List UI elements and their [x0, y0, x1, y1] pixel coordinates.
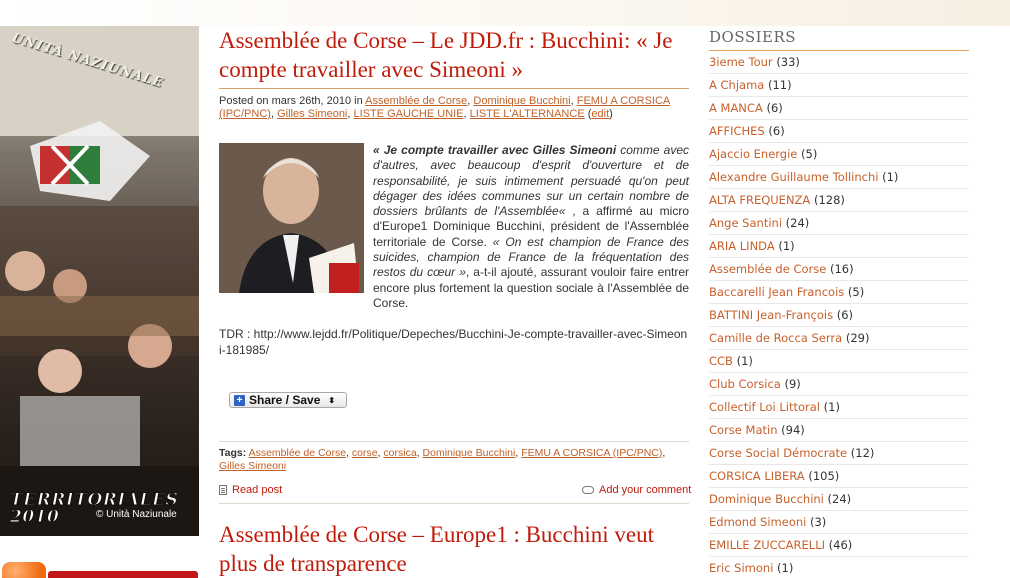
sidebar-item-link[interactable]: 3ieme Tour: [709, 55, 773, 69]
sidebar-item-link[interactable]: CCB: [709, 354, 733, 368]
post-meta: Posted on mars 26th, 2010 in Assemblée de Corse, Dominique Bucchini, FEMU A CORSICA (IPC/PNC), Gilles Simeoni, LISTE GAUCHE UNIE, LISTE L'ALTERNANCE (edit): [219, 95, 671, 120]
quote-highlight: « Je compte travailler avec Gilles Simeoni: [373, 143, 617, 157]
sidebar-item-link[interactable]: EMILLE ZUCCARELLI: [709, 538, 825, 552]
sidebar-item-link[interactable]: AFFICHES: [709, 124, 765, 138]
sidebar-item-link[interactable]: ARIA LINDA: [709, 239, 775, 253]
sidebar-item: [709, 419, 969, 442]
sidebar-item-count: (9): [784, 377, 801, 391]
sidebar-item: [709, 350, 969, 373]
sidebar-item-link[interactable]: Club Corsica: [709, 377, 781, 391]
category-link[interactable]: Assemblée de Corse: [365, 95, 468, 107]
tag-link[interactable]: Dominique Bucchini: [422, 447, 516, 459]
dossiers-list: [709, 51, 969, 578]
tag-link[interactable]: corse: [351, 447, 378, 459]
post-title-2[interactable]: Assemblée de Corse – Europe1 : Bucchini veut plus de transparence: [219, 522, 654, 576]
sidebar-item: [709, 465, 969, 488]
sidebar-item-count: (6): [768, 124, 785, 138]
sidebar-item-count: (94): [781, 423, 805, 437]
post-date: Posted on mars 26th, 2010 in: [219, 95, 366, 107]
sidebar-item-count: (46): [828, 538, 853, 552]
sidebar-item-count: (5): [801, 147, 818, 161]
sidebar-item-link[interactable]: Baccarelli Jean Francois: [709, 285, 845, 299]
tag-link[interactable]: Gilles Simeoni: [219, 460, 287, 472]
sidebar-item-count: (6): [766, 101, 783, 115]
share-save-button[interactable]: [229, 392, 347, 408]
sidebar-item: [709, 258, 969, 281]
rss-icon[interactable]: [2, 562, 46, 578]
sidebar-item-count: (24): [785, 216, 810, 230]
comment-bubble-icon: [582, 486, 594, 494]
sidebar-item: [709, 212, 969, 235]
sidebar-item: [709, 51, 969, 74]
sidebar-item-count: (128): [813, 193, 845, 207]
sidebar-item-count: (1): [736, 354, 753, 368]
tags-label: Tags:: [219, 447, 247, 459]
category-link[interactable]: FEMU A CORSICA (IPC/PNC): [219, 95, 671, 120]
post-title[interactable]: [219, 26, 689, 84]
sidebar-item: [709, 511, 969, 534]
tag-link[interactable]: corsica: [383, 447, 417, 459]
sidebar-item-count: (29): [845, 331, 870, 345]
tag-link[interactable]: FEMU A CORSICA (IPC/PNC): [521, 447, 663, 459]
post-title-link[interactable]: Assemblée de Corse – Le JDD.fr : Bucchini: « Je compte travailler avec Simeoni »: [219, 28, 673, 82]
updown-arrow-icon: ⬍: [328, 395, 336, 405]
tag-link[interactable]: Assemblée de Corse: [248, 447, 347, 459]
sidebar-item-count: (1): [778, 239, 795, 253]
sidebar-item-link[interactable]: Eric Simoni: [709, 561, 774, 575]
sidebar-item-link[interactable]: CORSICA LIBERA: [709, 469, 805, 483]
document-icon: [219, 485, 227, 495]
sidebar-item: [709, 396, 969, 419]
banner-brand: UNITÀ NAZIUNALE: [9, 30, 166, 92]
sidebar-item-link[interactable]: Edmond Simeoni: [709, 515, 807, 529]
sidebar: [709, 26, 969, 578]
quote-2: « On est champion de France des suicides, champion de France de la fréquentation des restos du cœur »: [373, 234, 689, 280]
sidebar-item-count: (24): [827, 492, 852, 506]
sidebar-item-link[interactable]: A Chjama: [709, 78, 765, 92]
territoriales-banner-image[interactable]: [0, 26, 199, 536]
sidebar-item-link[interactable]: Collectif Loi Littoral: [709, 400, 820, 414]
sidebar-item-count: (5): [847, 285, 865, 299]
divider: [219, 441, 689, 442]
article-text-2: , a affirmé au micro d'Europe1 Dominique Bucchini, président de l'Assemblée territoriale de Corse.: [373, 204, 689, 249]
banner-title-line2: 2010: [10, 507, 60, 527]
sidebar-item-count: (11): [768, 78, 792, 92]
category-link[interactable]: Gilles Simeoni: [277, 108, 348, 120]
sidebar-item-link[interactable]: Assemblée de Corse: [709, 262, 827, 276]
sidebar-item-link[interactable]: Camille de Rocca Serra: [709, 331, 843, 345]
sidebar-item: [709, 488, 969, 511]
sidebar-item-count: (3): [810, 515, 827, 529]
banner-credit: © Unità Naziunale: [96, 509, 177, 520]
sidebar-item-count: (6): [836, 308, 854, 322]
sidebar-item-link[interactable]: Corse Matin: [709, 423, 778, 437]
share-label: Share / Save: [249, 393, 321, 407]
sidebar-item-link[interactable]: A MANCA: [709, 101, 763, 115]
sidebar-item: [709, 534, 969, 557]
sidebar-item: [709, 442, 969, 465]
sidebar-item: [709, 120, 969, 143]
title-divider: [219, 88, 689, 89]
read-post-link[interactable]: [219, 484, 282, 496]
sidebar-item-link[interactable]: Corse Social Démocrate: [709, 446, 848, 460]
sidebar-item: [709, 557, 969, 578]
sidebar-item-count: (1): [823, 400, 840, 414]
sidebar-item: [709, 166, 969, 189]
sidebar-item-count: (33): [776, 55, 800, 69]
add-comment-label: Add your comment: [599, 484, 692, 496]
sidebar-item-link[interactable]: Alexandre Guillaume Tollinchi: [709, 170, 879, 184]
edit-link[interactable]: edit: [591, 108, 610, 120]
sidebar-item-count: (105): [808, 469, 840, 483]
post-body: [219, 143, 689, 358]
sidebar-item: [709, 304, 969, 327]
source-url[interactable]: TDR : http://www.lejdd.fr/Politique/Depeches/Bucchini-Je-compte-travailler-avec-Simeoni-181985/: [219, 327, 688, 357]
sidebar-item-link[interactable]: ALTA FREQUENZA: [709, 193, 811, 207]
sidebar-item-count: (16): [829, 262, 854, 276]
plus-icon: +: [234, 395, 245, 406]
sidebar-item: [709, 143, 969, 166]
sidebar-item: [709, 235, 969, 258]
sidebar-heading: DOSSIERS: [709, 26, 969, 51]
read-post-label: Read post: [232, 484, 283, 496]
banner-title-line1: TERRITORIALES: [10, 490, 179, 510]
sidebar-item: [709, 97, 969, 120]
sidebar-item: [709, 281, 969, 304]
sidebar-item-count: (1): [882, 170, 899, 184]
crowd-photo: [0, 26, 199, 536]
bucchini-photo: [219, 143, 364, 293]
sidebar-item: [709, 327, 969, 350]
main-content: [219, 26, 689, 358]
subscribe-bar[interactable]: [48, 571, 198, 578]
sidebar-item: [709, 74, 969, 97]
article-text-1: comme avec d'autres, avec beaucoup d'esprit d'ouverture et de responsabilité, je suis intimement persuadé qu'on peut dégager des idées communes sur un certain nombre de dossiers brûlants de l'Assemblée«: [373, 143, 689, 219]
divider: [219, 503, 689, 504]
post-tags: Tags: Assemblée de Corse, corse, corsica, Dominique Bucchini, FEMU A CORSICA (IPC/PNC), Gilles Simeoni: [219, 447, 666, 472]
category-link[interactable]: LISTE L'ALTERNANCE: [469, 108, 585, 120]
category-link[interactable]: Dominique Bucchini: [473, 95, 571, 107]
sidebar-item: [709, 373, 969, 396]
sidebar-item-link[interactable]: Ange Santini: [709, 216, 783, 230]
sidebar-item: [709, 189, 969, 212]
sidebar-item-link[interactable]: BATTINI Jean-François: [709, 308, 834, 322]
category-link[interactable]: LISTE GAUCHE UNIE: [353, 108, 464, 120]
article-text-3: , a-t-il ajouté, assurant vouloir faire entrer encore plus fortement la question sociale à l'Assemblée de Corse.: [373, 265, 689, 310]
header-background: [0, 0, 1010, 26]
sidebar-item-count: (12): [850, 446, 875, 460]
sidebar-item-link[interactable]: Ajaccio Energie: [709, 147, 798, 161]
sidebar-item-link[interactable]: Dominique Bucchini: [709, 492, 824, 506]
sidebar-item-count: (1): [777, 561, 794, 575]
add-comment-link[interactable]: [582, 484, 691, 496]
